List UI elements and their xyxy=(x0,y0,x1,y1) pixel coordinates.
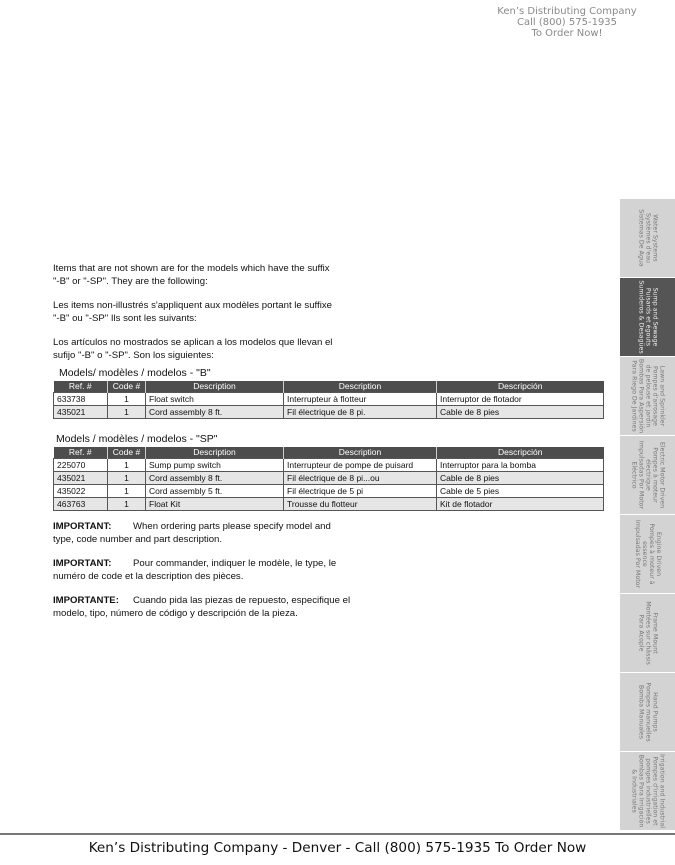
header-description-fr: Description xyxy=(284,447,437,459)
tab-label: Frame Mount Montées sur châssis Para Acople xyxy=(637,601,658,665)
tab-label: Hand Pumps Pompes manuelles Bomba Manuales xyxy=(637,682,658,742)
table-row xyxy=(54,472,604,485)
intro-french: Les items non-illustrés s'appliquent aux modèles portant le suffixe "-B" ou "-SP" Ils sont les suivants: xyxy=(53,300,332,324)
header-code: Code # xyxy=(108,381,146,393)
tab-label: Irrigation and Industrial Pompes d'irrigation et pompes industrielles Bombas Para Irrigación & Industriales xyxy=(630,754,665,828)
tab-label: Lawn and Sprinkler Pompes d'arrosage de pelouse et jardin Bombas Para Aspersión Para Riego De Jardines xyxy=(630,358,665,434)
intro-spanish: Los artículos no mostrados se aplican a los modelos que llevan el sufijo "-B" o "-SP". Son los siguientes: xyxy=(53,337,333,361)
footer-banner: Ken’s Distributing Company - Denver - Call (800) 575-1935 To Order Now xyxy=(88,840,587,856)
header-description-es: Descripción xyxy=(437,447,604,459)
cell-description-es: Cable de 5 pies xyxy=(437,485,604,498)
footer-divider xyxy=(0,833,675,835)
table-row xyxy=(54,498,604,511)
cell-description-en: Sump pump switch xyxy=(146,459,284,472)
tab-sump-and-sewage[interactable] xyxy=(620,277,675,356)
tab-irrigation-and-industrial[interactable] xyxy=(620,751,675,830)
cell-ref: 633738 xyxy=(54,393,108,406)
table-row xyxy=(54,459,604,472)
cell-ref: 463763 xyxy=(54,498,108,511)
company-name: Ken’s Distributing Company xyxy=(497,6,637,17)
table-row xyxy=(54,485,604,498)
note-english xyxy=(53,520,353,546)
cell-description-es: Cable de 8 pies xyxy=(437,406,604,419)
note-label: IMPORTANTE: xyxy=(53,595,119,606)
header-description-en: Description xyxy=(146,381,284,393)
tab-frame-mount[interactable] xyxy=(620,593,675,672)
parts-table-sp xyxy=(53,447,604,511)
cell-code: 1 xyxy=(108,393,146,406)
cell-description-en: Cord assembly 8 ft. xyxy=(146,472,284,485)
header-description-es: Descripción xyxy=(437,381,604,393)
tab-label: Electric Motor Driven Pompes à moteur électrique Impulsadas Por Motor Eléctrico xyxy=(630,440,665,510)
table-header-row xyxy=(54,381,604,393)
intro-text xyxy=(53,262,353,373)
header-code: Code # xyxy=(108,447,146,459)
cell-description-fr: Fil électrique de 8 pi. xyxy=(284,406,437,419)
company-order-note: To Order Now! xyxy=(531,28,603,39)
cell-code: 1 xyxy=(108,472,146,485)
cell-ref: 435021 xyxy=(54,406,108,419)
cell-description-es: Interruptor de flotador xyxy=(437,393,604,406)
tab-label: Engine Driven Pompes à moteur à essence Impulsadas Por Motor xyxy=(633,519,662,589)
section-title-b: Models/ modèles / modelos - "B" xyxy=(59,367,211,379)
cell-description-fr: Trousse du flotteur xyxy=(284,498,437,511)
tab-label: Water Systems Systèmes d'eau Sistemas De Agua xyxy=(637,209,658,267)
note-label: IMPORTANT: xyxy=(53,521,112,532)
table-row xyxy=(54,393,604,406)
cell-description-fr: Interrupteur à flotteur xyxy=(284,393,437,406)
cell-description-es: Cable de 8 pies xyxy=(437,472,604,485)
tab-electric-motor-driven[interactable] xyxy=(620,435,675,514)
table-row xyxy=(54,406,604,419)
tab-lawn-and-sprinkler[interactable] xyxy=(620,356,675,435)
ordering-notes xyxy=(53,520,353,631)
cell-code: 1 xyxy=(108,485,146,498)
note-french xyxy=(53,557,353,583)
note-text: Pour commander, indiquer le modèle, le type, le numéro de code et la description des pièces. xyxy=(53,558,337,582)
cell-description-en: Cord assembly 8 ft. xyxy=(146,406,284,419)
parts-table-b xyxy=(53,381,604,419)
note-text: Cuando pida las piezas de repuesto, especifique el modelo, tipo, número de código y descripción de la pieza. xyxy=(53,595,351,619)
cell-description-en: Cord assembly 5 ft. xyxy=(146,485,284,498)
cell-ref: 435021 xyxy=(54,472,108,485)
note-spanish xyxy=(53,594,353,620)
cell-code: 1 xyxy=(108,406,146,419)
cell-description-es: Kit de flotador xyxy=(437,498,604,511)
tab-engine-driven[interactable] xyxy=(620,514,675,593)
header-description-fr: Description xyxy=(284,381,437,393)
cell-code: 1 xyxy=(108,459,146,472)
header-ref: Ref. # xyxy=(54,381,108,393)
note-label: IMPORTANT: xyxy=(53,558,112,569)
header-description-en: Description xyxy=(146,447,284,459)
intro-english: Items that are not shown are for the models which have the suffix "-B" or "-SP". They are the following: xyxy=(53,263,330,287)
note-text: When ordering parts please specify model and type, code number and part description. xyxy=(53,521,331,545)
cell-description-fr: Fil électrique de 8 pi...ou xyxy=(284,472,437,485)
tab-water-systems[interactable] xyxy=(620,198,675,277)
tab-label: Sump and Sewage Puisards et égouts Sumideros & Desagües xyxy=(637,280,658,354)
company-phone: Call (800) 575-1935 xyxy=(516,17,618,28)
company-header xyxy=(487,6,647,39)
cell-ref: 435022 xyxy=(54,485,108,498)
cell-ref: 225070 xyxy=(54,459,108,472)
cell-description-en: Float switch xyxy=(146,393,284,406)
table-header-row xyxy=(54,447,604,459)
category-tabs xyxy=(620,198,675,830)
tab-hand-pumps[interactable] xyxy=(620,672,675,751)
cell-description-es: Interruptor para la bomba xyxy=(437,459,604,472)
cell-code: 1 xyxy=(108,498,146,511)
cell-description-fr: Fil électrique de 5 pi xyxy=(284,485,437,498)
header-ref: Ref. # xyxy=(54,447,108,459)
cell-description-en: Float Kit xyxy=(146,498,284,511)
cell-description-fr: Interrupteur de pompe de puisard xyxy=(284,459,437,472)
section-title-sp: Models / modèles / modelos - "SP" xyxy=(56,433,218,445)
